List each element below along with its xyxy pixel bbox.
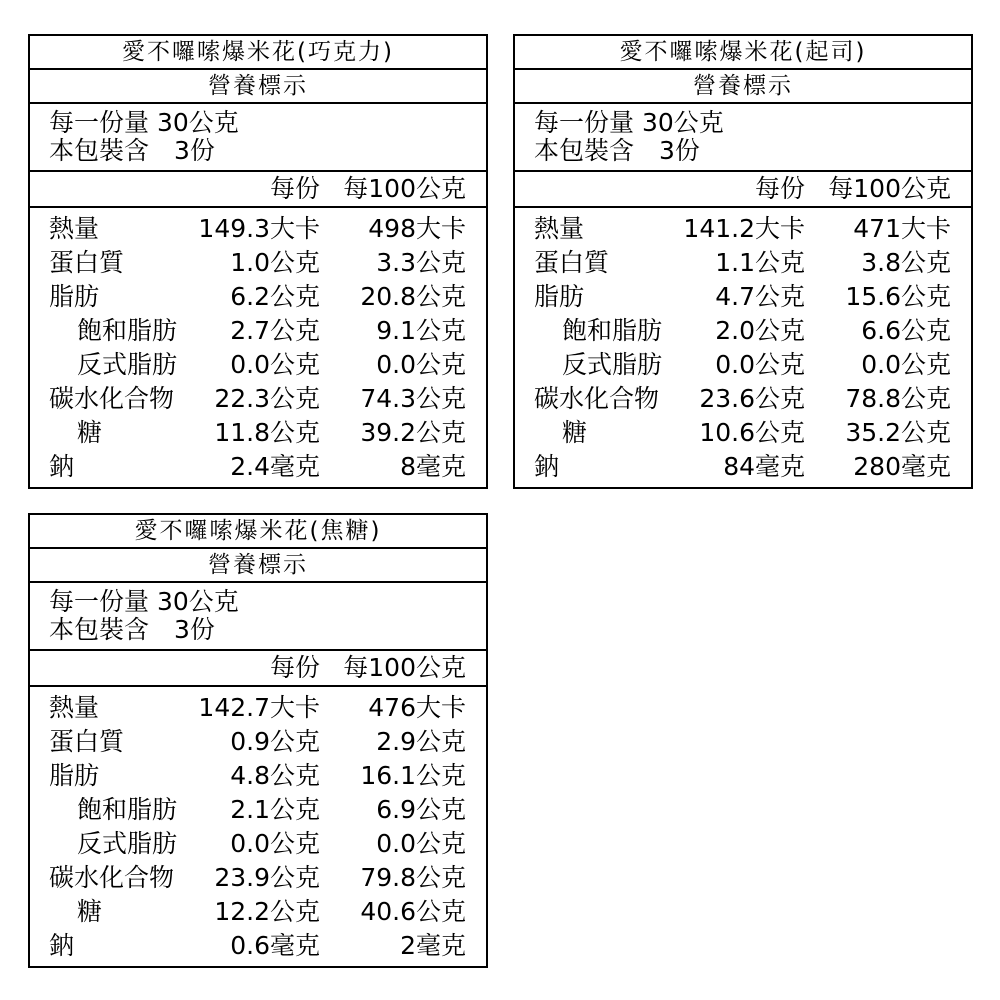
nutrient-per-serving: 23.9公克 <box>214 863 320 892</box>
label-subtitle: 營養標示 <box>30 70 486 104</box>
nutrient-per-100g: 8毫克 <box>400 452 466 481</box>
nutrient-per-serving: 0.0公克 <box>715 350 805 379</box>
nutrient-name: 熱量 <box>534 214 585 243</box>
nutrient-name: 蛋白質 <box>534 248 610 277</box>
nutrient-name: 糖 <box>562 418 588 447</box>
nutrient-per-serving: 2.4毫克 <box>230 452 320 481</box>
col-per-100g: 每100公克 <box>828 174 951 203</box>
nutrient-per-100g: 78.8公克 <box>845 384 951 413</box>
serving-info <box>515 104 971 172</box>
servings-per-pack: 本包裝含 3份 <box>49 615 215 644</box>
nutrient-per-100g: 9.1公克 <box>376 316 466 345</box>
serving-size: 每一份量 30公克 <box>49 108 239 137</box>
col-per-100g: 每100公克 <box>343 174 466 203</box>
nutrient-per-100g: 2.9公克 <box>376 727 466 756</box>
nutrient-row-energy <box>30 691 486 725</box>
nutrient-name: 鈉 <box>49 931 75 960</box>
nutrient-per-100g: 6.6公克 <box>861 316 951 345</box>
nutrient-per-100g: 16.1公克 <box>360 761 466 790</box>
nutrient-row-trans-fat <box>515 348 971 382</box>
servings-per-pack: 本包裝含 3份 <box>534 136 700 165</box>
nutrient-per-serving: 1.1公克 <box>715 248 805 277</box>
label-title: 愛不囉嗦爆米花(焦糖) <box>30 515 486 549</box>
nutrient-name: 熱量 <box>49 693 100 722</box>
nutrient-row-carbohydrate <box>515 382 971 416</box>
nutrient-row-fat <box>30 759 486 793</box>
nutrient-row-carbohydrate <box>30 861 486 895</box>
nutrient-per-100g: 39.2公克 <box>360 418 466 447</box>
nutrient-name: 反式脂肪 <box>77 829 178 858</box>
nutrient-name: 飽和脂肪 <box>77 795 178 824</box>
serving-size: 每一份量 30公克 <box>49 587 239 616</box>
nutrient-per-100g: 74.3公克 <box>360 384 466 413</box>
nutrient-per-serving: 11.8公克 <box>214 418 320 447</box>
nutrient-row-sodium <box>30 450 486 484</box>
col-per-serving: 每份 <box>754 174 805 203</box>
nutrient-per-serving: 142.7大卡 <box>198 693 320 722</box>
nutrient-row-protein <box>30 246 486 280</box>
nutrient-per-100g: 3.3公克 <box>376 248 466 277</box>
nutrient-row-protein <box>30 725 486 759</box>
nutrient-per-100g: 35.2公克 <box>845 418 951 447</box>
nutrient-per-100g: 498大卡 <box>368 214 466 243</box>
nutrient-name: 碳水化合物 <box>49 384 175 413</box>
nutrient-name: 蛋白質 <box>49 248 125 277</box>
nutrient-table <box>30 212 486 484</box>
nutrient-per-100g: 79.8公克 <box>360 863 466 892</box>
col-per-serving: 每份 <box>269 653 320 682</box>
nutrient-per-100g: 2毫克 <box>400 931 466 960</box>
nutrient-name: 反式脂肪 <box>562 350 663 379</box>
nutrient-row-sodium <box>30 929 486 963</box>
nutrient-row-energy <box>515 212 971 246</box>
label-title: 愛不囉嗦爆米花(巧克力) <box>30 36 486 70</box>
nutrient-name: 碳水化合物 <box>49 863 175 892</box>
label-title: 愛不囉嗦爆米花(起司) <box>515 36 971 70</box>
nutrient-row-trans-fat <box>30 348 486 382</box>
nutrient-per-100g: 40.6公克 <box>360 897 466 926</box>
nutrient-per-serving: 1.0公克 <box>230 248 320 277</box>
nutrient-per-serving: 0.6毫克 <box>230 931 320 960</box>
nutrient-row-carbohydrate <box>30 382 486 416</box>
nutrient-name: 脂肪 <box>49 282 100 311</box>
nutrient-per-100g: 15.6公克 <box>845 282 951 311</box>
column-header <box>30 651 486 687</box>
nutrient-per-serving: 4.8公克 <box>230 761 320 790</box>
nutrient-name: 蛋白質 <box>49 727 125 756</box>
nutrient-per-serving: 12.2公克 <box>214 897 320 926</box>
nutrient-per-serving: 4.7公克 <box>715 282 805 311</box>
nutrient-name: 鈉 <box>49 452 75 481</box>
nutrient-row-sugar <box>30 416 486 450</box>
nutrient-row-sugar <box>515 416 971 450</box>
nutrition-label-chocolate <box>28 34 488 489</box>
nutrient-per-serving: 0.9公克 <box>230 727 320 756</box>
nutrient-name: 糖 <box>77 418 103 447</box>
nutrient-per-serving: 0.0公克 <box>230 829 320 858</box>
nutrient-row-saturated-fat <box>30 314 486 348</box>
column-header <box>30 172 486 208</box>
nutrient-row-sugar <box>30 895 486 929</box>
column-header <box>515 172 971 208</box>
nutrient-per-100g: 0.0公克 <box>861 350 951 379</box>
nutrient-per-serving: 149.3大卡 <box>198 214 320 243</box>
serving-info <box>30 104 486 172</box>
nutrient-name: 糖 <box>77 897 103 926</box>
nutrient-name: 脂肪 <box>49 761 100 790</box>
label-subtitle: 營養標示 <box>30 549 486 583</box>
serving-size: 每一份量 30公克 <box>534 108 724 137</box>
nutrient-row-protein <box>515 246 971 280</box>
col-per-100g: 每100公克 <box>343 653 466 682</box>
nutrient-name: 熱量 <box>49 214 100 243</box>
nutrient-table <box>30 691 486 963</box>
nutrient-name: 鈉 <box>534 452 560 481</box>
nutrient-table <box>515 212 971 484</box>
nutrient-row-energy <box>30 212 486 246</box>
nutrient-per-100g: 476大卡 <box>368 693 466 722</box>
nutrient-row-sodium <box>515 450 971 484</box>
nutrient-per-serving: 6.2公克 <box>230 282 320 311</box>
nutrient-per-100g: 3.8公克 <box>861 248 951 277</box>
nutrient-per-serving: 141.2大卡 <box>683 214 805 243</box>
nutrient-row-trans-fat <box>30 827 486 861</box>
nutrient-per-100g: 280毫克 <box>853 452 951 481</box>
nutrient-per-serving: 2.0公克 <box>715 316 805 345</box>
nutrient-name: 飽和脂肪 <box>562 316 663 345</box>
nutrient-row-saturated-fat <box>30 793 486 827</box>
nutrient-row-fat <box>515 280 971 314</box>
nutrient-per-serving: 2.1公克 <box>230 795 320 824</box>
label-subtitle: 營養標示 <box>515 70 971 104</box>
servings-per-pack: 本包裝含 3份 <box>49 136 215 165</box>
nutrient-row-saturated-fat <box>515 314 971 348</box>
nutrient-per-serving: 10.6公克 <box>699 418 805 447</box>
nutrient-per-serving: 2.7公克 <box>230 316 320 345</box>
serving-info <box>30 583 486 651</box>
nutrient-per-serving: 23.6公克 <box>699 384 805 413</box>
nutrient-per-serving: 84毫克 <box>723 452 805 481</box>
nutrient-name: 反式脂肪 <box>77 350 178 379</box>
nutrient-per-serving: 0.0公克 <box>230 350 320 379</box>
nutrient-per-100g: 0.0公克 <box>376 350 466 379</box>
nutrient-per-100g: 0.0公克 <box>376 829 466 858</box>
nutrient-name: 飽和脂肪 <box>77 316 178 345</box>
nutrient-per-serving: 22.3公克 <box>214 384 320 413</box>
nutrient-row-fat <box>30 280 486 314</box>
nutrient-per-100g: 471大卡 <box>853 214 951 243</box>
nutrient-per-100g: 6.9公克 <box>376 795 466 824</box>
nutrient-per-100g: 20.8公克 <box>360 282 466 311</box>
nutrient-name: 碳水化合物 <box>534 384 660 413</box>
nutrient-name: 脂肪 <box>534 282 585 311</box>
nutrition-label-cheese <box>513 34 973 489</box>
nutrition-label-caramel <box>28 513 488 968</box>
col-per-serving: 每份 <box>269 174 320 203</box>
